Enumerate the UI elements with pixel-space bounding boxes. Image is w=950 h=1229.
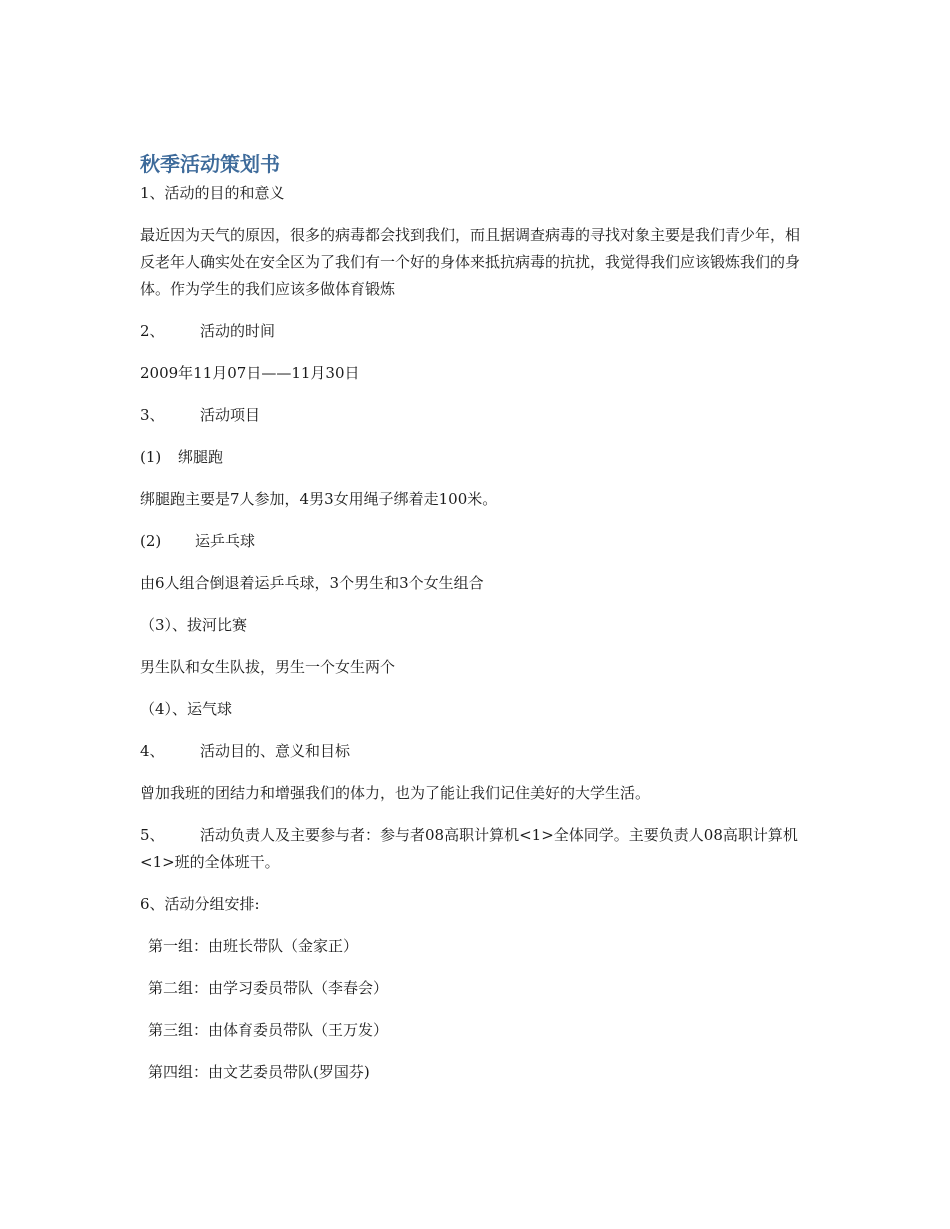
section-2-title: 活动的时间 xyxy=(200,322,276,340)
section-2-body: 2009年11月07日——11月30日 xyxy=(140,364,360,382)
section-3-number: 3、 xyxy=(140,406,165,424)
group-2: 第二组：由学习委员带队（李春会） xyxy=(148,979,389,997)
section-4-number: 4、 xyxy=(140,742,165,760)
section-1-body: 最近因为天气的原因，很多的病毒都会找到我们，而且据调查病毒的寻找对象主要是我们青少年，相反老年人确实处在安全区为了我们有一个好的身体来抵抗病毒的抗扰，我觉得我们应该锻炼我们的身体。作为学生的我们应该多做体育锻炼 xyxy=(140,226,801,298)
item-2-body: 由6人组合倒退着运乒乓球，3个男生和3个女生组合 xyxy=(140,574,484,592)
section-4-title: 活动目的、意义和目标 xyxy=(200,742,351,760)
section-2-number: 2、 xyxy=(140,322,165,340)
document-body xyxy=(140,150,812,1101)
section-4-heading xyxy=(140,738,812,765)
item-3-body: 男生队和女生队拔，男生一个女生两个 xyxy=(140,658,396,676)
section-5-number: 5、 xyxy=(140,826,165,844)
section-3-title: 活动项目 xyxy=(200,406,261,424)
section-1-heading: 1、活动的目的和意义 xyxy=(140,184,285,202)
section-4-body: 曾加我班的团结力和增强我们的体力，也为了能让我们记住美好的大学生活。 xyxy=(140,784,651,802)
section-5-paragraph xyxy=(140,822,812,876)
item-4-heading: （4）、运气球 xyxy=(140,700,233,718)
group-4: 第四组：由文艺委员带队(罗国芬) xyxy=(148,1063,370,1081)
item-1-number: (1) xyxy=(140,448,162,466)
group-3: 第三组：由体育委员带队（王万发） xyxy=(148,1021,389,1039)
item-2-number: (2) xyxy=(140,532,162,550)
item-1-heading xyxy=(140,444,812,471)
section-2-heading xyxy=(140,318,812,345)
section-5-text: 活动负责人及主要参与者：参与者08高职计算机<1>全体同学。主要负责人08高职计算机<1>班的全体班干。 xyxy=(140,826,798,871)
item-1-body: 绑腿跑主要是7人参加，4男3女用绳子绑着走100米。 xyxy=(140,490,498,508)
section-3-heading xyxy=(140,402,812,429)
item-3-heading: （3）、拔河比赛 xyxy=(140,616,248,634)
document-title: 秋季活动策划书 xyxy=(140,152,280,176)
group-1: 第一组：由班长带队（金家正） xyxy=(148,937,359,955)
section-6-heading: 6、活动分组安排: xyxy=(140,895,260,913)
item-1-title: 绑腿跑 xyxy=(178,448,224,466)
item-2-title: 运乒乓球 xyxy=(195,532,256,550)
item-2-heading xyxy=(140,528,812,555)
